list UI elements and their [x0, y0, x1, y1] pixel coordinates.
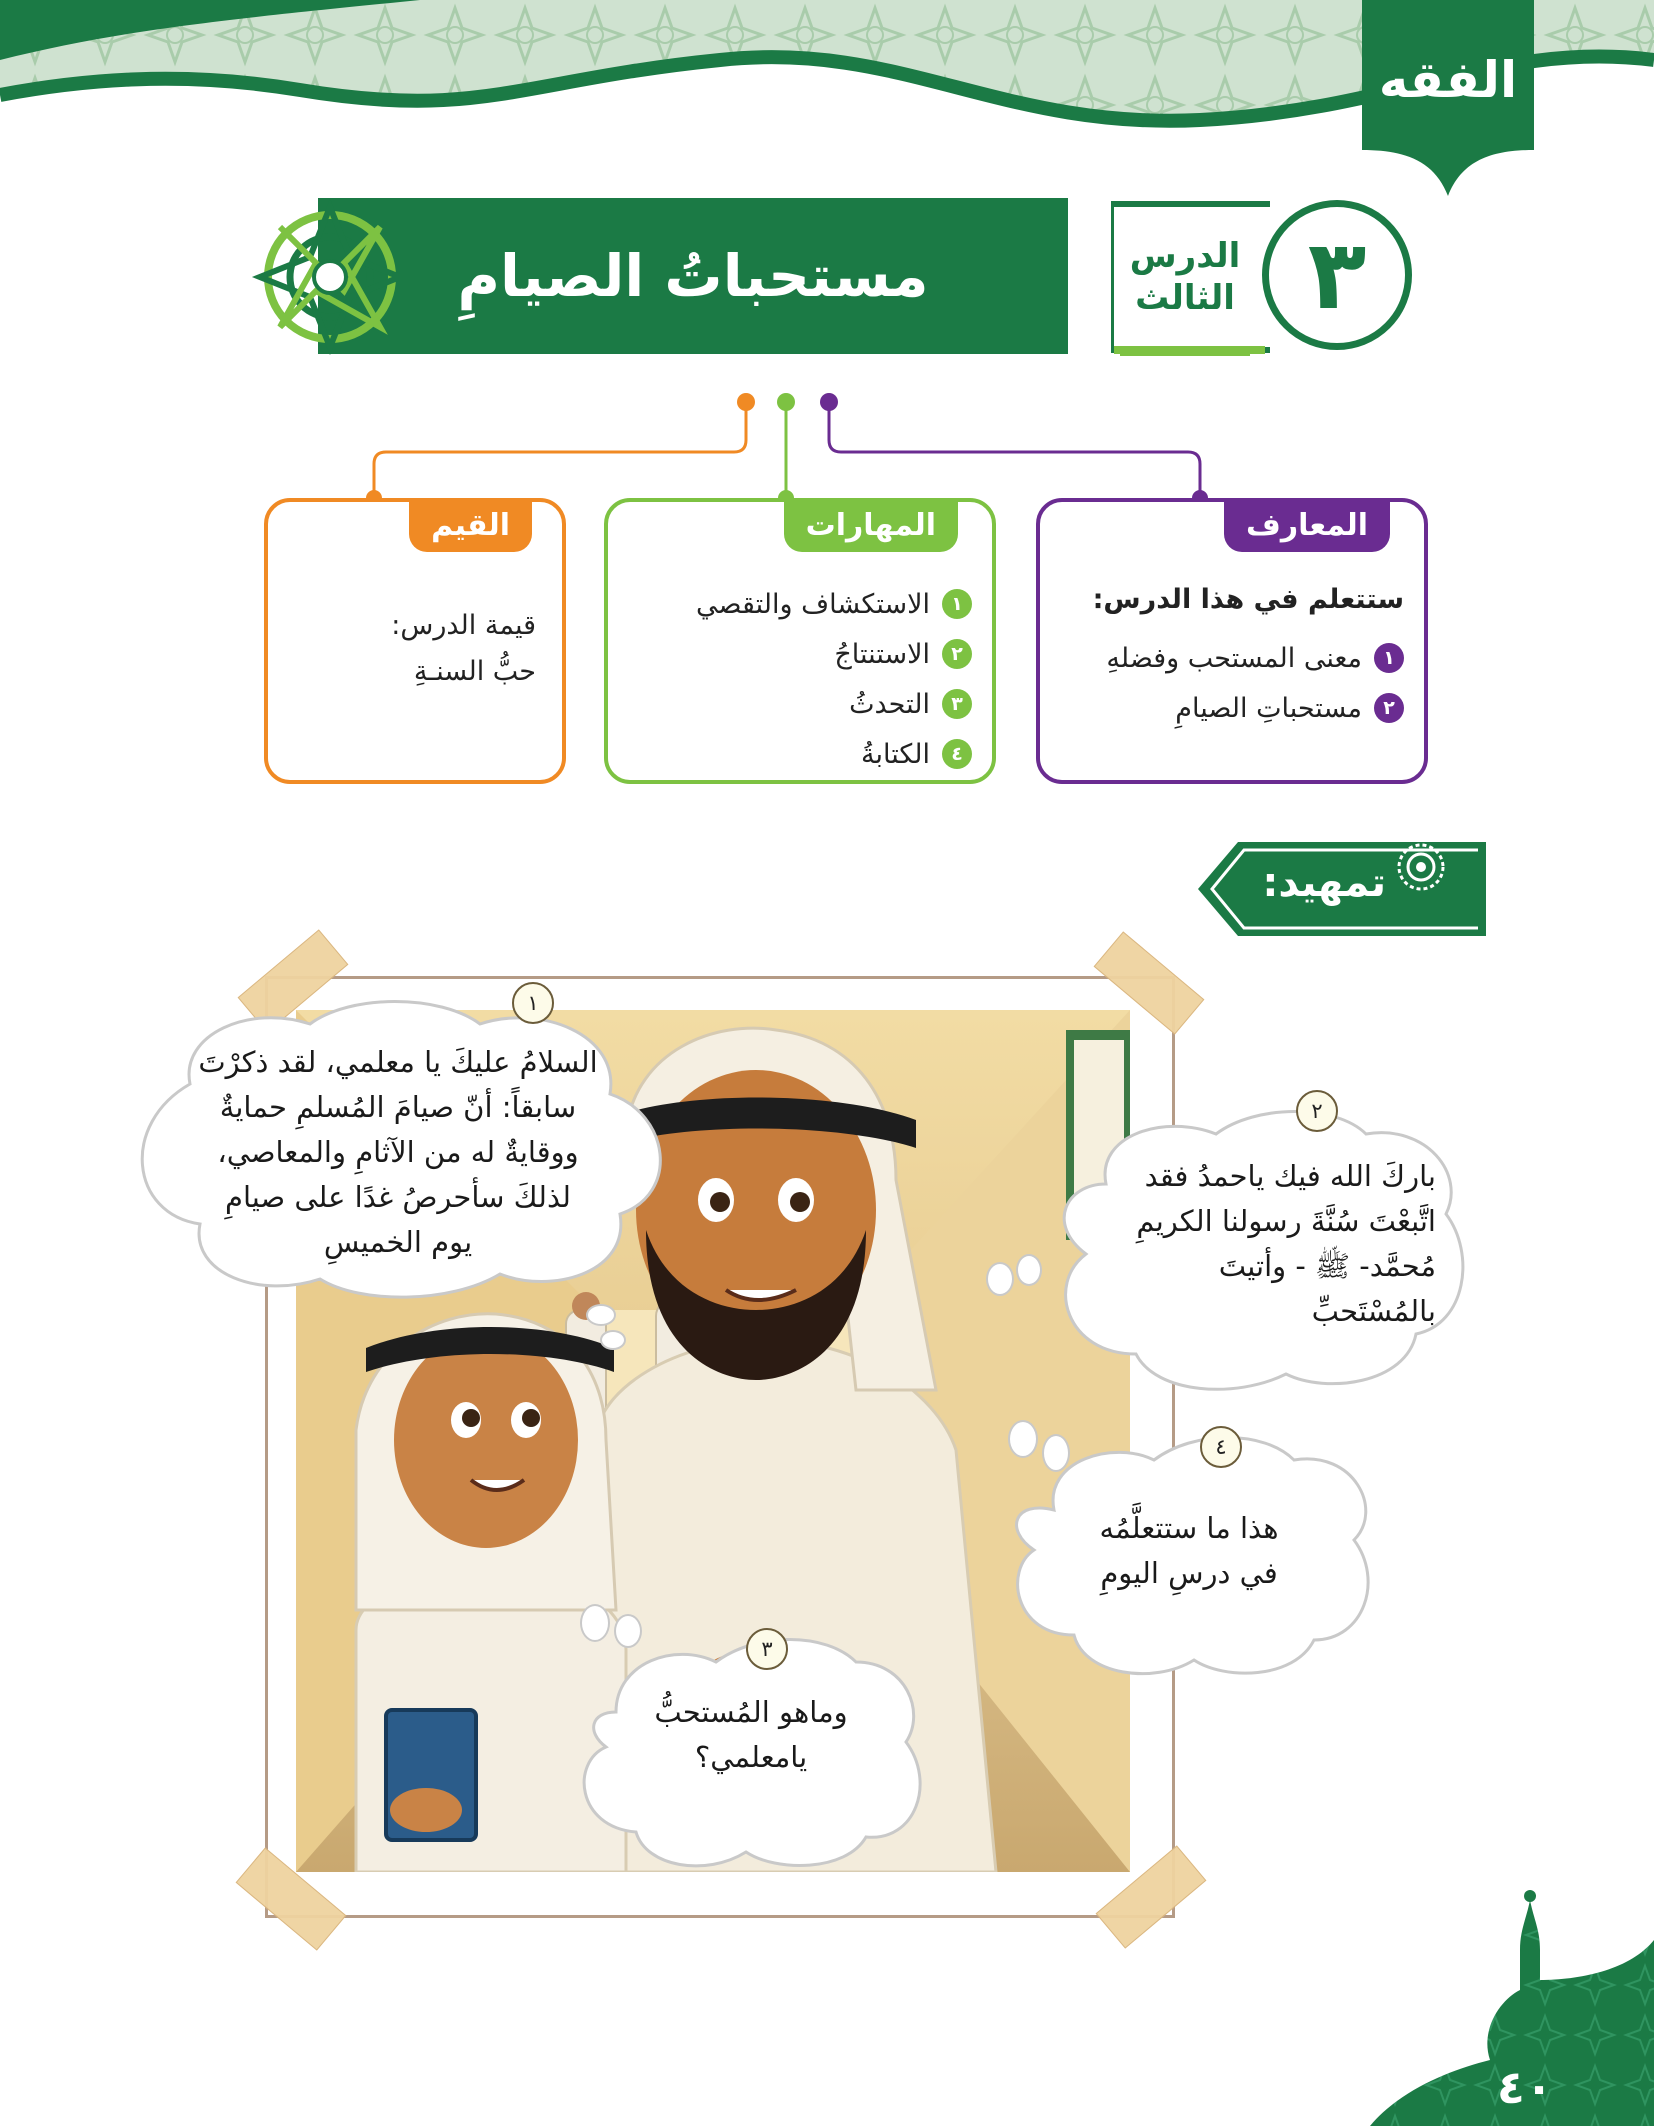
lesson-tag-line2: الثالث	[1135, 278, 1235, 318]
flower-icon	[1396, 842, 1446, 892]
skills-box	[604, 498, 996, 784]
subject-label: الفقه	[1378, 51, 1518, 109]
bubble-line: بالمُسْتَحبِّ	[1311, 1293, 1436, 1328]
knowledge-box	[1036, 498, 1428, 784]
bubble-number: ٢	[1296, 1090, 1338, 1132]
speech-bubble-2	[1046, 1099, 1470, 1394]
list-item	[624, 586, 972, 622]
number-badge: ٤	[942, 739, 972, 769]
knowledge-list	[1056, 584, 1404, 740]
values-content	[284, 610, 536, 702]
list-item-text: معنى المستحب وفضلهِ	[1106, 642, 1362, 674]
thought-dot	[586, 1304, 616, 1326]
number-badge: ٢	[942, 639, 972, 669]
values-line2: حبُّ السنـةِ	[413, 656, 536, 687]
bubble-text	[1044, 1506, 1334, 1596]
list-item-text: الاستنتاجُ	[834, 638, 930, 670]
bubble-line: باركَ الله فيك ياحمدُ فقد	[1144, 1159, 1436, 1193]
bubble-text	[1086, 1154, 1436, 1334]
thought-dot	[986, 1262, 1014, 1296]
lesson-tag-line1: الدرس	[1129, 235, 1241, 276]
bubble-line: لذلكَ سأحرصُ غدًا على صيامِ	[224, 1179, 572, 1214]
bubble-line: في درسِ اليومِ	[1100, 1555, 1278, 1590]
bubble-line: هذا ما ستتعلَّمُه	[1099, 1511, 1279, 1545]
skills-label: المهارات	[784, 498, 958, 552]
bubble-line: اتَّبعْتَ سُنَّةَ رسولنا الكريمِ	[1136, 1203, 1436, 1238]
values-line1: قيمة الدرس:	[391, 610, 536, 641]
list-item-text: التحدثُ	[849, 688, 930, 720]
list-item	[624, 686, 972, 722]
lesson-title-bar	[318, 198, 1068, 354]
thought-dot	[600, 1330, 626, 1350]
bubble-line: سابقاً: أنّ صيامَ المُسلمِ حمايةٌ	[219, 1089, 577, 1124]
bubble-line: مُحمَّد- ﷺ - وأتيتَ	[1218, 1248, 1436, 1283]
subject-tab	[1362, 0, 1534, 196]
thought-dot	[1016, 1254, 1042, 1286]
lesson-tag	[1100, 198, 1270, 356]
bubble-number: ٣	[746, 1628, 788, 1670]
intro-heading	[1198, 842, 1486, 936]
bubble-line: يامعلمي؟	[694, 1739, 808, 1774]
number-badge: ٢	[1374, 693, 1404, 723]
bubble-text	[606, 1690, 896, 1780]
bubble-line: يوم الخميسِ	[323, 1224, 473, 1259]
values-label: القيم	[409, 498, 532, 552]
bubble-line: السلامُ عليكَ يا معلمي، لقد ذكرْتَ	[198, 1045, 598, 1079]
bubble-line: ووقايةٌ له من الآثامِ والمعاصي،	[217, 1134, 579, 1169]
knowledge-intro: ستتعلم في هذا الدرس:	[1092, 584, 1404, 615]
number-badge: ١	[1374, 643, 1404, 673]
intro-label: تمهيد:	[1262, 860, 1386, 906]
rosette-ornament-icon	[230, 198, 400, 356]
list-item	[1056, 640, 1404, 676]
bubble-line: وماهو المُستحبُّ	[654, 1695, 848, 1729]
skills-list	[624, 586, 972, 786]
list-item	[624, 736, 972, 772]
list-item	[624, 636, 972, 672]
list-item-text: الكتابةُ	[860, 738, 930, 770]
bubble-number: ٤	[1200, 1426, 1242, 1468]
speech-bubble-1	[120, 991, 676, 1304]
knowledge-label: المعارف	[1224, 498, 1390, 552]
lesson-number-circle	[1262, 200, 1412, 350]
list-item-text: مستحباتِ الصيامِ	[1175, 692, 1362, 724]
lesson-title: مستحباتُ الصيامِ	[457, 242, 929, 310]
bubble-text	[160, 1040, 636, 1265]
list-item	[1056, 690, 1404, 726]
values-box	[264, 498, 566, 784]
bubble-number: ١	[512, 982, 554, 1024]
speech-bubble-4	[1004, 1430, 1374, 1680]
lesson-number: ٣	[1307, 219, 1367, 331]
list-item-text: الاستكشاف والتقصي	[696, 588, 930, 620]
number-badge: ٣	[942, 689, 972, 719]
number-badge: ١	[942, 589, 972, 619]
speech-bubble-3	[576, 1632, 926, 1872]
page-number: ٤٠	[1496, 2060, 1554, 2114]
